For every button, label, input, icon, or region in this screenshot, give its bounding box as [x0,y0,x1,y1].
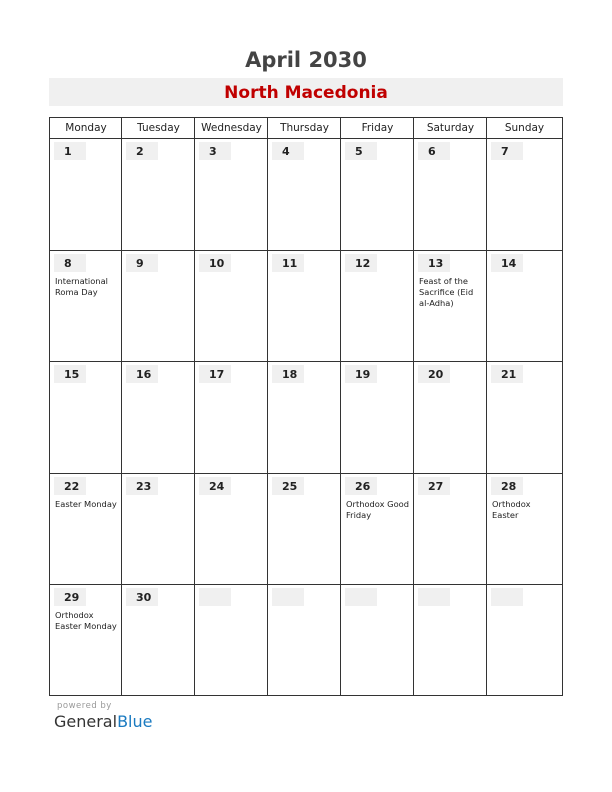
day-number: 6 [418,142,450,160]
day-number: 2 [126,142,158,160]
day-cell [50,362,122,474]
column-divider [340,118,341,695]
day-cell [487,362,562,474]
weekday-header-tuesday: Tuesday [137,122,180,134]
column-divider [267,118,268,695]
day-number [199,588,231,606]
generalblue-logo[interactable] [54,712,152,731]
holiday-label: Orthodox Good Friday [346,499,410,520]
day-cell [50,474,122,585]
day-number: 5 [345,142,377,160]
country-name: North Macedonia [224,83,388,103]
page-title: April 2030 [245,48,367,72]
day-number: 18 [272,365,304,383]
day-cell [268,585,341,695]
column-divider [413,118,414,695]
day-number [345,588,377,606]
day-cell [487,139,562,251]
day-number: 26 [345,477,377,495]
day-cell [122,139,195,251]
day-cell [50,139,122,251]
day-cell [268,474,341,585]
day-number: 1 [54,142,86,160]
day-cell [341,362,414,474]
day-cell [50,585,122,695]
column-divider [194,118,195,695]
day-cell [122,474,195,585]
holiday-label: Feast of the Sacrifice (Eid al-Adha) [419,276,474,308]
day-cell [195,362,268,474]
day-number: 29 [54,588,86,606]
day-cell [487,585,562,695]
day-number: 22 [54,477,86,495]
holiday-label: Orthodox Easter [492,499,531,520]
day-number: 30 [126,588,158,606]
holiday-label: Orthodox Easter Monday [55,610,117,631]
day-number: 12 [345,254,377,272]
day-cell [414,251,487,362]
day-number: 3 [199,142,231,160]
day-number: 21 [491,365,523,383]
brand-blue-text: Blue [117,712,153,731]
day-number: 24 [199,477,231,495]
brand-general-text: General [54,712,118,731]
holiday-label: International Roma Day [55,276,108,297]
day-cell [195,585,268,695]
day-number: 17 [199,365,231,383]
day-cell [195,474,268,585]
day-number: 7 [491,142,523,160]
weekday-header-monday: Monday [65,122,107,134]
weekday-header-wednesday: Wednesday [201,122,262,134]
day-cell [414,362,487,474]
day-cell [268,139,341,251]
day-cell [50,251,122,362]
day-cell [414,474,487,585]
day-cell [341,585,414,695]
day-cell [487,474,562,585]
day-cell [122,251,195,362]
weekday-header-thursday: Thursday [280,122,329,134]
day-number: 11 [272,254,304,272]
day-number: 10 [199,254,231,272]
day-number: 13 [418,254,450,272]
day-number: 23 [126,477,158,495]
column-divider [486,118,487,695]
day-number: 9 [126,254,158,272]
day-number: 25 [272,477,304,495]
day-number: 8 [54,254,86,272]
calendar-grid [49,117,563,696]
day-cell [122,362,195,474]
day-cell [195,139,268,251]
weekday-header-friday: Friday [361,122,394,134]
weekday-header-sunday: Sunday [504,122,545,134]
day-cell [195,251,268,362]
day-number: 4 [272,142,304,160]
day-number: 16 [126,365,158,383]
day-cell [414,139,487,251]
day-cell [341,474,414,585]
weekday-header-saturday: Saturday [426,122,475,134]
day-number: 27 [418,477,450,495]
day-number [491,588,523,606]
day-number: 14 [491,254,523,272]
day-cell [341,251,414,362]
day-number: 20 [418,365,450,383]
day-cell [414,585,487,695]
day-number: 19 [345,365,377,383]
day-cell [268,362,341,474]
column-divider [121,118,122,695]
powered-by-label: powered by [57,701,112,711]
holiday-label: Easter Monday [55,499,117,509]
day-cell [487,251,562,362]
day-number: 28 [491,477,523,495]
day-cell [122,585,195,695]
day-number [418,588,450,606]
country-banner [49,78,563,106]
day-number [272,588,304,606]
day-cell [341,139,414,251]
day-number: 15 [54,365,86,383]
day-cell [268,251,341,362]
